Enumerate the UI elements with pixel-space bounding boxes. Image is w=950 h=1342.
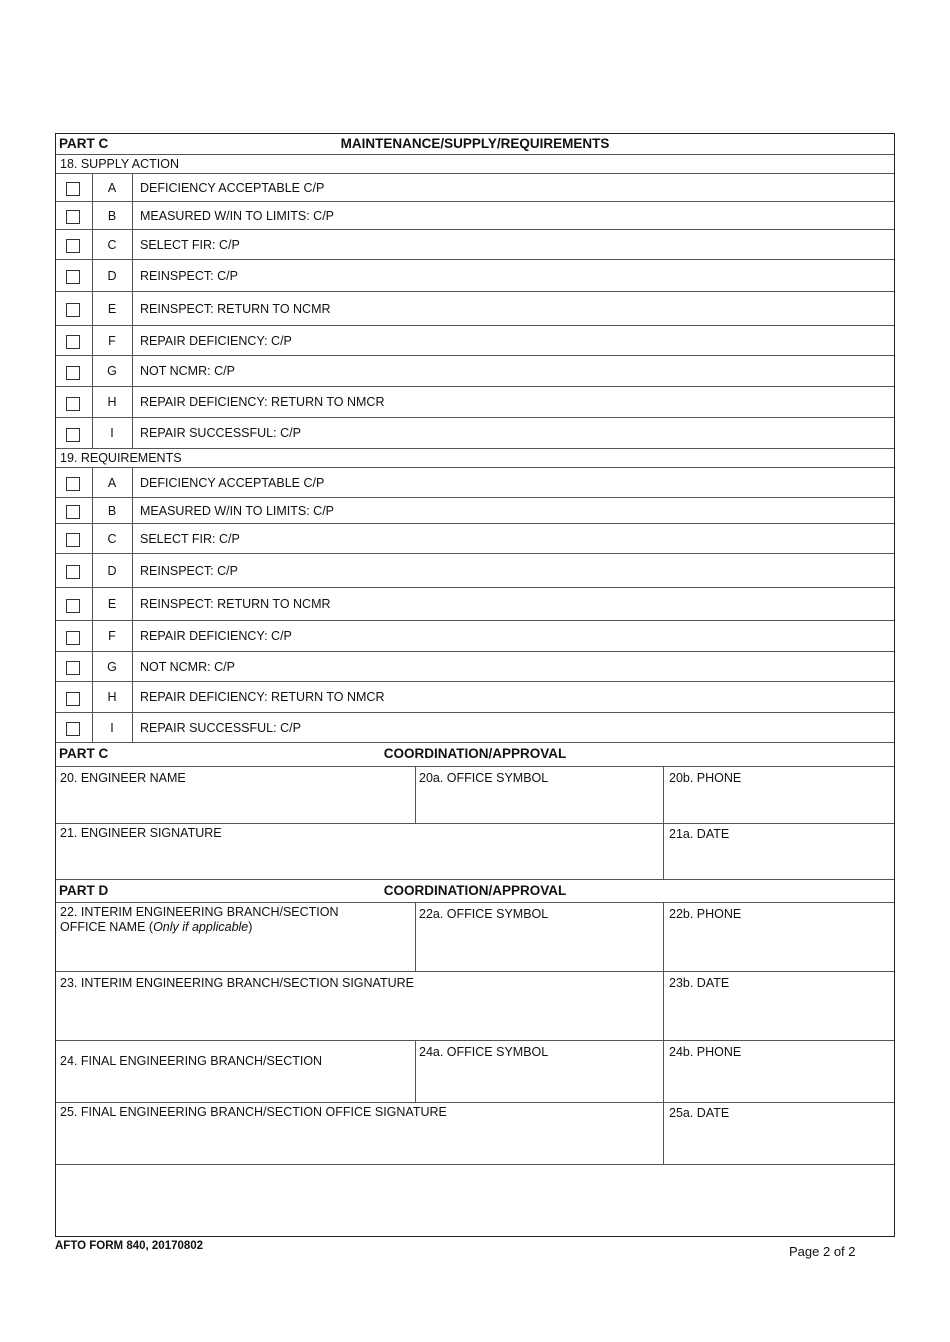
interim-signature-label: 23. INTERIM ENGINEERING BRANCH/SECTION SIGNATURE — [60, 976, 414, 990]
option-letter-cell — [92, 468, 133, 497]
interim-office-name-field[interactable] — [56, 903, 415, 971]
option-text-cell — [140, 202, 334, 229]
requirements-option-row — [56, 588, 894, 621]
section-title-maintenance: MAINTENANCE/SUPPLY/REQUIREMENTS — [340, 136, 610, 151]
option-letter: I — [110, 720, 114, 735]
requirements-option-row — [56, 682, 894, 713]
supply-action-option-row — [56, 418, 894, 449]
option-text-cell — [140, 387, 384, 417]
option-text-cell — [140, 621, 292, 651]
option-text: MEASURED W/IN TO LIMITS: C/P — [140, 503, 335, 518]
option-letter: E — [107, 597, 117, 611]
part-d-header — [56, 880, 894, 903]
option-letter: H — [107, 690, 117, 704]
option-letter-cell — [92, 588, 133, 620]
date-21a-label: 21a. DATE — [669, 827, 730, 841]
option-letter-cell — [92, 260, 133, 291]
supply-action-option-row — [56, 174, 894, 202]
option-letter-cell — [92, 554, 133, 587]
option-text: REPAIR DEFICIENCY: C/P — [140, 333, 292, 348]
phone-20b-field[interactable] — [664, 767, 894, 823]
date-25a-label: 25a. DATE — [669, 1106, 730, 1120]
option-letter-cell — [92, 652, 133, 681]
option-text-cell — [140, 230, 240, 259]
form-id: AFTO FORM 840, 20170802 — [55, 1240, 204, 1252]
office-symbol-20a-field[interactable] — [416, 767, 663, 823]
supply-action-checkbox-e[interactable] — [66, 303, 80, 317]
option-text-cell — [140, 588, 331, 620]
final-branch-row — [56, 1041, 894, 1103]
section-title-coordination-d: COORDINATION/APPROVAL — [383, 883, 567, 898]
section-title-coordination-c: COORDINATION/APPROVAL — [383, 746, 567, 761]
part-c-maintenance-header — [56, 134, 894, 155]
option-letter: C — [107, 237, 117, 252]
option-text: REPAIR SUCCESSFUL: C/P — [140, 426, 301, 440]
date-25a-field[interactable] — [664, 1103, 894, 1164]
option-text-cell — [140, 260, 238, 291]
checkbox-cell — [56, 387, 93, 417]
option-letter: B — [107, 503, 117, 518]
final-branch-label: 24. FINAL ENGINEERING BRANCH/SECTION — [60, 1054, 323, 1068]
part-c-label: PART C — [59, 136, 109, 151]
interim-signature-field[interactable] — [56, 972, 663, 1040]
checkbox-cell — [56, 174, 93, 201]
final-signature-row — [56, 1103, 894, 1165]
f22-line1: 22. INTERIM ENGINEERING BRANCH/SECTION — [60, 905, 339, 919]
interim-signature-row — [56, 972, 894, 1041]
requirements-checkbox-c[interactable] — [66, 533, 80, 547]
phone-22b-label: 22b. PHONE — [669, 907, 742, 921]
option-letter-cell — [92, 621, 133, 651]
checkbox-cell — [56, 621, 93, 651]
supply-action-option-row — [56, 230, 894, 260]
supply-action-checkbox-a[interactable] — [66, 182, 80, 196]
option-text-cell — [140, 356, 235, 386]
option-letter: E — [107, 301, 117, 316]
checkbox-cell — [56, 230, 93, 259]
requirements-option-row — [56, 554, 894, 588]
option-text: REINSPECT: RETURN TO NCMR — [140, 301, 331, 316]
engineer-name-label: 20. ENGINEER NAME — [60, 771, 186, 785]
blank-remarks-area[interactable] — [56, 1165, 894, 1236]
option-letter-cell — [92, 682, 133, 712]
date-21a-field[interactable] — [664, 824, 894, 879]
supply-action-option-row — [56, 326, 894, 356]
interim-office-name-label — [60, 905, 339, 935]
option-text: SELECT FIR: C/P — [140, 531, 240, 546]
requirements-checkbox-f[interactable] — [66, 631, 80, 645]
option-text-cell — [140, 554, 238, 587]
office-symbol-24a-field[interactable] — [416, 1041, 663, 1102]
phone-20b-label: 20b. PHONE — [669, 771, 742, 785]
engineer-signature-field[interactable] — [56, 824, 663, 879]
supply-action-checkbox-g[interactable] — [66, 366, 80, 380]
option-letter-cell — [92, 713, 133, 742]
option-letter: A — [107, 180, 117, 195]
office-symbol-22a-field[interactable] — [416, 903, 663, 971]
option-text-cell — [140, 524, 240, 553]
checkbox-cell — [56, 554, 93, 587]
requirements-checkbox-d[interactable] — [66, 565, 80, 579]
option-letter: C — [107, 531, 117, 546]
option-text-cell — [140, 174, 324, 201]
option-text-cell — [140, 418, 301, 448]
option-letter-cell — [92, 356, 133, 386]
option-text: REINSPECT: RETURN TO NCMR — [140, 597, 331, 611]
option-text: DEFICIENCY ACCEPTABLE C/P — [140, 180, 325, 195]
supply-action-label-row — [56, 155, 894, 174]
requirements-checkbox-h[interactable] — [66, 692, 80, 706]
supply-action-checkbox-f[interactable] — [66, 335, 80, 349]
part-c-coord-label: PART C — [59, 746, 109, 761]
option-letter: D — [107, 268, 117, 283]
phone-22b-field[interactable] — [664, 903, 894, 971]
f22-line2-italic: Only if applicable — [153, 920, 249, 934]
supply-action-label: 18. SUPPLY ACTION — [60, 157, 180, 171]
checkbox-cell — [56, 588, 93, 620]
requirements-option-row — [56, 652, 894, 682]
option-text: SELECT FIR: C/P — [140, 237, 240, 252]
checkbox-cell — [56, 682, 93, 712]
requirements-option-row — [56, 524, 894, 554]
final-signature-label: 25. FINAL ENGINEERING BRANCH/SECTION OFFICE SIGNATURE — [60, 1105, 447, 1119]
office-symbol-20a-label: 20a. OFFICE SYMBOL — [419, 771, 549, 785]
requirements-option-row — [56, 498, 894, 524]
option-text: MEASURED W/IN TO LIMITS: C/P — [140, 208, 335, 223]
requirements-checkbox-b[interactable] — [66, 505, 80, 519]
final-signature-field[interactable] — [56, 1103, 663, 1164]
requirements-option-row — [56, 621, 894, 652]
requirements-checkbox-a[interactable] — [66, 477, 80, 491]
checkbox-cell — [56, 418, 93, 448]
option-text-cell — [140, 682, 384, 712]
checkbox-cell — [56, 713, 93, 742]
requirements-checkbox-e[interactable] — [66, 599, 80, 613]
option-letter-cell — [92, 498, 133, 523]
option-letter: I — [110, 426, 114, 440]
office-symbol-22a-label: 22a. OFFICE SYMBOL — [419, 907, 549, 921]
supply-action-option-row — [56, 292, 894, 326]
supply-action-checkbox-d[interactable] — [66, 270, 80, 284]
option-text-cell — [140, 326, 292, 355]
checkbox-cell — [56, 202, 93, 229]
option-text: REPAIR DEFICIENCY: C/P — [140, 629, 292, 643]
checkbox-cell — [56, 468, 93, 497]
interim-office-row — [56, 903, 894, 972]
option-text: NOT NCMR: C/P — [140, 364, 235, 378]
checkbox-cell — [56, 260, 93, 291]
option-letter-cell — [92, 292, 133, 325]
option-text-cell — [140, 498, 334, 523]
option-text: DEFICIENCY ACCEPTABLE C/P — [140, 475, 325, 490]
afto-form-840-page-2 — [55, 133, 895, 1237]
option-letter: F — [108, 333, 116, 348]
supply-action-checkbox-c[interactable] — [66, 239, 80, 253]
option-letter: G — [107, 364, 117, 378]
checkbox-cell — [56, 356, 93, 386]
checkbox-cell — [56, 652, 93, 681]
supply-action-checkbox-h[interactable] — [66, 397, 80, 411]
final-branch-field[interactable] — [56, 1041, 415, 1102]
option-text-cell — [140, 292, 331, 325]
requirements-label: 19. REQUIREMENTS — [60, 451, 182, 465]
option-letter: D — [107, 563, 117, 578]
phone-24b-label: 24b. PHONE — [669, 1045, 742, 1059]
engineer-info-row — [56, 767, 894, 824]
option-text-cell — [140, 713, 301, 742]
part-c-coordination-header — [56, 743, 894, 767]
supply-action-option-row — [56, 387, 894, 418]
supply-action-option-row — [56, 356, 894, 387]
date-23b-field[interactable] — [664, 972, 894, 1040]
checkbox-cell — [56, 292, 93, 325]
option-letter-cell — [92, 418, 133, 448]
supply-action-option-row — [56, 202, 894, 230]
engineer-name-field[interactable] — [56, 767, 415, 823]
option-text: REPAIR DEFICIENCY: RETURN TO NMCR — [140, 395, 385, 409]
date-23b-label: 23b. DATE — [669, 976, 730, 990]
requirements-label-row — [56, 449, 894, 468]
option-text: NOT NCMR: C/P — [140, 659, 235, 674]
supply-action-checkbox-b[interactable] — [66, 210, 80, 224]
option-letter-cell — [92, 174, 133, 201]
supply-action-option-row — [56, 260, 894, 292]
option-letter: G — [107, 659, 117, 674]
checkbox-cell — [56, 326, 93, 355]
page-number: Page 2 of 2 — [789, 1244, 856, 1259]
option-letter: F — [108, 629, 116, 643]
option-text: REINSPECT: C/P — [140, 268, 238, 283]
checkbox-cell — [56, 498, 93, 523]
option-letter: A — [107, 475, 117, 490]
f22-line2-prefix: OFFICE NAME ( — [60, 920, 154, 934]
requirements-option-row — [56, 468, 894, 498]
engineer-signature-label: 21. ENGINEER SIGNATURE — [60, 826, 222, 840]
option-letter: B — [107, 208, 117, 223]
option-letter-cell — [92, 326, 133, 355]
option-letter-cell — [92, 202, 133, 229]
office-symbol-24a-label: 24a. OFFICE SYMBOL — [419, 1045, 549, 1059]
f22-line2-suffix: ) — [248, 920, 253, 934]
requirements-checkbox-g[interactable] — [66, 661, 80, 675]
option-text: REPAIR DEFICIENCY: RETURN TO NMCR — [140, 690, 385, 704]
option-text: REPAIR SUCCESSFUL: C/P — [140, 720, 301, 735]
option-letter: H — [107, 395, 117, 409]
option-text: REINSPECT: C/P — [140, 563, 238, 578]
option-letter-cell — [92, 230, 133, 259]
part-d-label: PART D — [59, 883, 109, 898]
option-text-cell — [140, 468, 324, 497]
option-letter-cell — [92, 524, 133, 553]
engineer-signature-row — [56, 824, 894, 880]
supply-action-checkbox-i[interactable] — [66, 428, 80, 442]
option-letter-cell — [92, 387, 133, 417]
requirements-option-row — [56, 713, 894, 743]
checkbox-cell — [56, 524, 93, 553]
requirements-checkbox-i[interactable] — [66, 722, 80, 736]
phone-24b-field[interactable] — [664, 1041, 894, 1102]
option-text-cell — [140, 652, 235, 681]
